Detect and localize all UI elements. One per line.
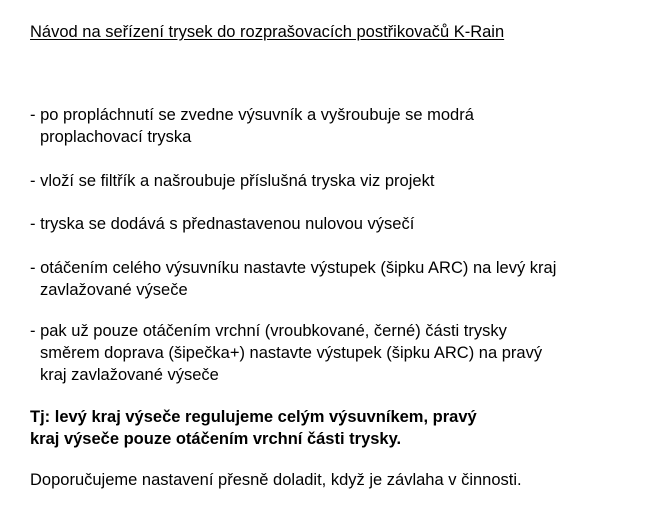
instruction-item-3 — [30, 213, 414, 235]
instruction-item-5 — [30, 320, 542, 386]
instruction-line-continued: směrem doprava (šipečka+) nastavte výstupek (šipku ARC) na pravý — [40, 344, 543, 362]
summary-line-1: Tj: levý kraj výseče regulujeme celým výsuvníkem, pravý — [30, 408, 477, 426]
instruction-line: - otáčením celého výsuvníku nastavte výstupek (šipku ARC) na levý kraj — [30, 259, 557, 277]
instruction-item-1 — [30, 104, 474, 148]
summary-paragraph — [30, 406, 477, 450]
summary-line-2: kraj výseče pouze otáčením vrchní části trysky. — [30, 430, 402, 448]
recommendation-note: Doporučujeme nastavení přesně doladit, když je závlaha v činnosti. — [30, 471, 522, 489]
instruction-line: - tryska se dodává s přednastavenou nulovou výsečí — [30, 215, 415, 233]
document-title: Návod na seřízení trysek do rozprašovacích postřikovačů K-Rain — [30, 23, 505, 41]
instruction-line: - pak už pouze otáčením vrchní (vroubkované, černé) části trysky — [30, 322, 507, 340]
instruction-line: - po propláchnutí se zvedne výsuvník a vyšroubuje se modrá — [30, 106, 474, 124]
instruction-item-4 — [30, 257, 556, 301]
instruction-item-2 — [30, 170, 434, 192]
instruction-line-continued: zavlažované výseče — [40, 281, 188, 299]
instruction-line-continued: proplachovací tryska — [40, 128, 192, 146]
instruction-line-continued: kraj zavlažované výseče — [40, 366, 219, 384]
instruction-line: - vloží se filtřík a našroubuje příslušná tryska viz projekt — [30, 172, 435, 190]
